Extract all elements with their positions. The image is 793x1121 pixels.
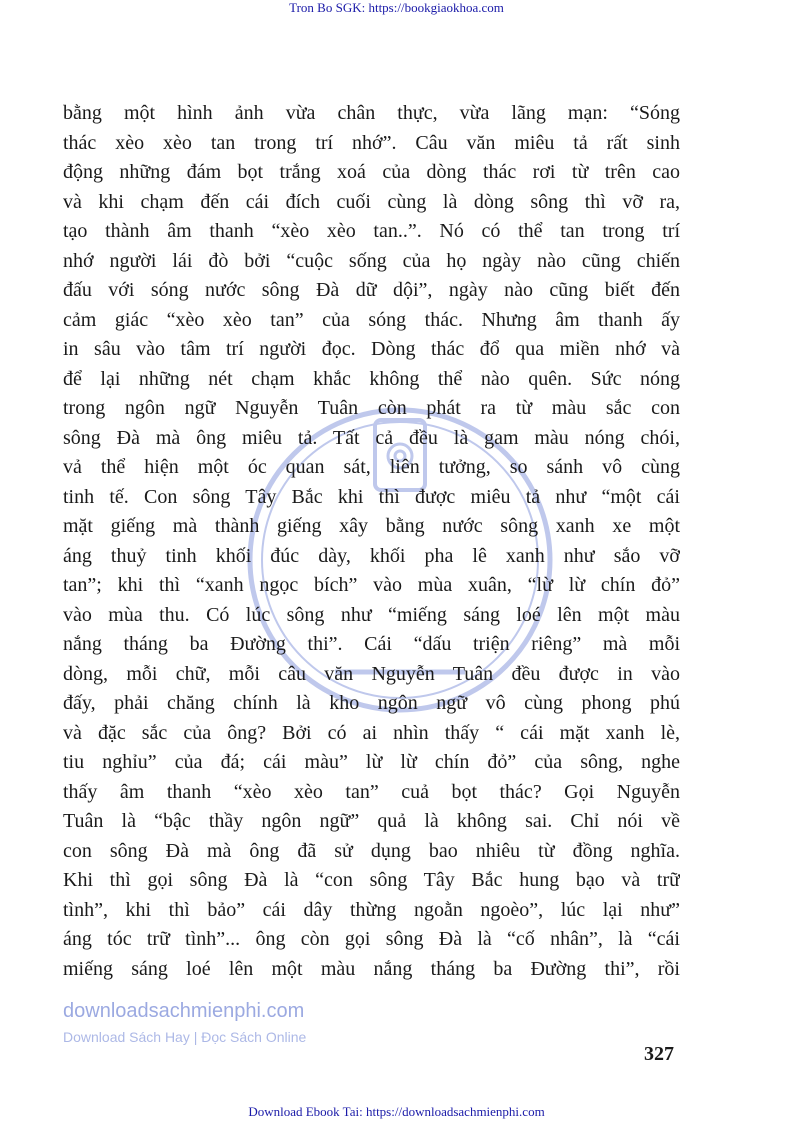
text-line: vả thể hiện một óc quan sát, liên tưởng, so sánh vô cùng bbox=[63, 456, 680, 478]
header-link[interactable]: Tron Bo SGK: https://bookgiaokhoa.com bbox=[289, 0, 504, 15]
text-line: cảm giác “xèo xèo tan” của sóng thác. Nhưng âm thanh ấy bbox=[63, 308, 680, 331]
footer-link[interactable]: Download Ebook Tai: https://downloadsachmienphi.com bbox=[248, 1104, 545, 1119]
text-line: áng thuỷ tinh khối đúc dày, khối pha lê xanh như sắo vỡ bbox=[63, 544, 680, 567]
text-line: tinh tế. Con sông Tây Bắc khi thì được miêu tả như “một cái bbox=[63, 485, 680, 508]
page-number: 327 bbox=[644, 1043, 674, 1065]
text-line: nắng tháng ba Đường thi”. Cái “dấu triện riêng” mà mỗi bbox=[63, 633, 680, 655]
text-line: động những đám bọt trắng xoá của dòng thác rơi từ trên cao bbox=[63, 161, 680, 183]
text-line: để lại những nét chạm khắc không thể nào quên. Sức nóng bbox=[63, 367, 680, 390]
text-line: Khi thì gọi sông Đà là “con sông Tây Bắc hung bạo và trữ bbox=[63, 869, 680, 891]
text-line: đấu với sóng nước sông Đà dữ dội”, ngày nào cũng biết đến bbox=[63, 279, 680, 301]
text-line: trong ngôn ngữ Nguyễn Tuân còn phát ra từ màu sắc con bbox=[63, 397, 680, 419]
text-line: tạo thành âm thanh “xèo xèo tan..”. Nó có thể tan trong trí bbox=[63, 220, 680, 242]
text-line: sông Đà mà ông miêu tả. Tất cả đều là gam màu nóng chói, bbox=[63, 426, 680, 449]
text-line: con sông Đà mà ông đã sử dụng bao nhiêu từ đồng nghĩa. bbox=[63, 839, 680, 862]
text-line: Tuân là “bậc thầy ngôn ngữ” quả là không sai. Chỉ nói về bbox=[63, 810, 680, 832]
text-line: nhớ người lái đò bởi “cuộc sống của họ ngày nào cũng chiến bbox=[63, 249, 680, 272]
text-line: đấy, phải chăng chính là kho ngôn ngữ vô cùng phong phú bbox=[63, 692, 680, 714]
body-text bbox=[63, 99, 680, 984]
text-line: và khi chạm đến cái đích cuối cùng là dòng sông thì vỡ ra, bbox=[63, 190, 680, 213]
text-line: áng tóc trữ tình”... ông còn gọi sông Đà là “cố nhân”, là “cái bbox=[63, 928, 680, 950]
text-line: thấy âm thanh “xèo xèo tan” cuả bọt thác? Gọi Nguyễn bbox=[63, 780, 680, 803]
text-line: in sâu vào tâm trí người đọc. Dòng thác đổ qua miền nhớ và bbox=[63, 338, 680, 360]
text-line: tan”; khi thì “xanh ngọc bích” vào mùa xuân, “lừ lừ chín đỏ” bbox=[63, 574, 680, 596]
text-line: tiu nghỉu” của đá; cái màu” lừ lừ chín đỏ” của sông, nghe bbox=[63, 751, 680, 773]
text-line: tình”, khi thì bảo” cái dây thừng ngoằn ngoèo”, lúc lại như” bbox=[63, 898, 680, 921]
watermark-text: downloadsachmienphi.com bbox=[63, 1000, 305, 1022]
text-line: miếng sáng loé lên một màu nắng tháng ba Đường thi”, rồi bbox=[63, 957, 680, 980]
text-line: vào mùa thu. Có lúc sông như “miếng sáng loé lên một màu bbox=[63, 603, 680, 626]
text-line: và đặc sắc của ông? Bởi có ai nhìn thấy “ cái mặt xanh lè, bbox=[63, 721, 680, 744]
text-line: bằng một hình ảnh vừa chân thực, vừa lãng mạn: “Sóng bbox=[63, 102, 680, 124]
text-line: thác xèo xèo tan trong trí nhớ”. Câu văn miêu tả rất sinh bbox=[63, 131, 680, 154]
watermark-subtext: Download Sách Hay | Đọc Sách Online bbox=[63, 1029, 307, 1045]
text-line: mặt giếng mà thành giếng xây bằng nước sông xanh xe một bbox=[63, 515, 680, 537]
text-line: dòng, mỗi chữ, mỗi câu văn Nguyễn Tuân đều được in vào bbox=[63, 662, 680, 685]
